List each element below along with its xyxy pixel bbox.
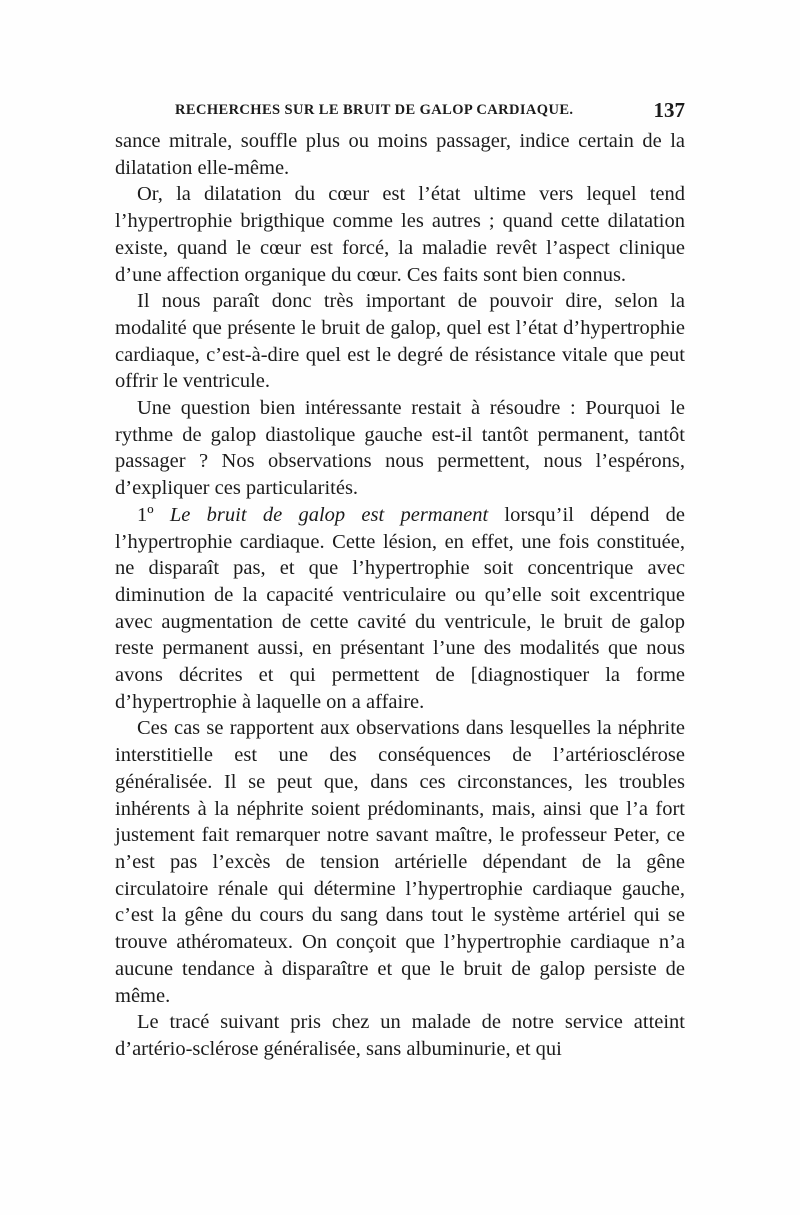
paragraph-permanent-galop (115, 502, 685, 716)
paragraph-cases: Ces cas se rapportent aux observations dans lesquelles la néphrite interstitielle est une des conséquences de l’artériosclérose généralisée. Il se peut que, dans ces circonstances, les troubles inhérents à la néphrite soient prédominants, mais, ainsi que l’a fort justement fait remarquer notre savant maître, le professeur Peter, ce n’est pas l’excès de tension artérielle dépendant de la gêne circulatoire rénale qui détermine l’hypertrophie cardiaque gauche, c’est la gêne du cours du sang dans tout le système artériel qui se trouve athéromateux. On conçoit que l’hypertrophie cardiaque n’a aucune tendance à disparaître et que le bruit de galop persiste de même. (115, 717, 685, 1007)
emphasis-permanent: Le bruit de galop est permanent (169, 503, 489, 526)
paragraph-question: Une question bien intéressante restait à résoudre : Pourquoi le rythme de galop diastolique gauche est-il tantôt permanent, tantôt passager ? Nos observations nous permettent, nous l’espérons, d’expliquer ces particularités. (115, 397, 685, 500)
paragraph-trace: Le tracé suivant pris chez un malade de notre service atteint d’artério-sclérose généralisée, sans albuminurie, et qui (115, 1011, 685, 1060)
body-text (115, 128, 685, 1063)
list-number: 1º (137, 503, 170, 526)
paragraph-importance: Il nous paraît donc très important de pouvoir dire, selon la modalité que présente le bruit de galop, quel est l’état d’hypertrophie cardiaque, c’est-à-dire quel est le degré de résistance vitale que peut offrir le ventricule. (115, 290, 685, 393)
paragraph-dilatation: Or, la dilatation du cœur est l’état ultime vers lequel tend l’hypertrophie brigthique comme les autres ; quand cette dilatation existe, quand le cœur est forcé, la maladie revêt l’aspect clinique d’une affection organique du cœur. Ces faits sont bien connus. (115, 183, 685, 286)
running-title: RECHERCHES SUR LE BRUIT DE GALOP CARDIAQUE. (175, 102, 574, 118)
running-header (115, 98, 685, 126)
paragraph-continuation: sance mitrale, souffle plus ou moins passager, indice certain de la dilatation elle-même. (115, 130, 685, 179)
paragraph-permanent-text: lorsqu’il dépend de l’hypertrophie cardiaque. Cette lésion, en effet, une fois constituée, ne disparaît pas, et que l’hypertrophie soit concentrique avec diminution de la capacité ventriculaire ou qu’elle soit excentrique avec augmentation de cette cavité du ventricule, le bruit de galop reste permanent aussi, en présentant l’une des modalités que nous avons décrites et qui permettent de [diagnostiquer la forme d’hypertrophie à laquelle on a affaire. (115, 503, 685, 713)
page-number: 137 (653, 98, 685, 122)
